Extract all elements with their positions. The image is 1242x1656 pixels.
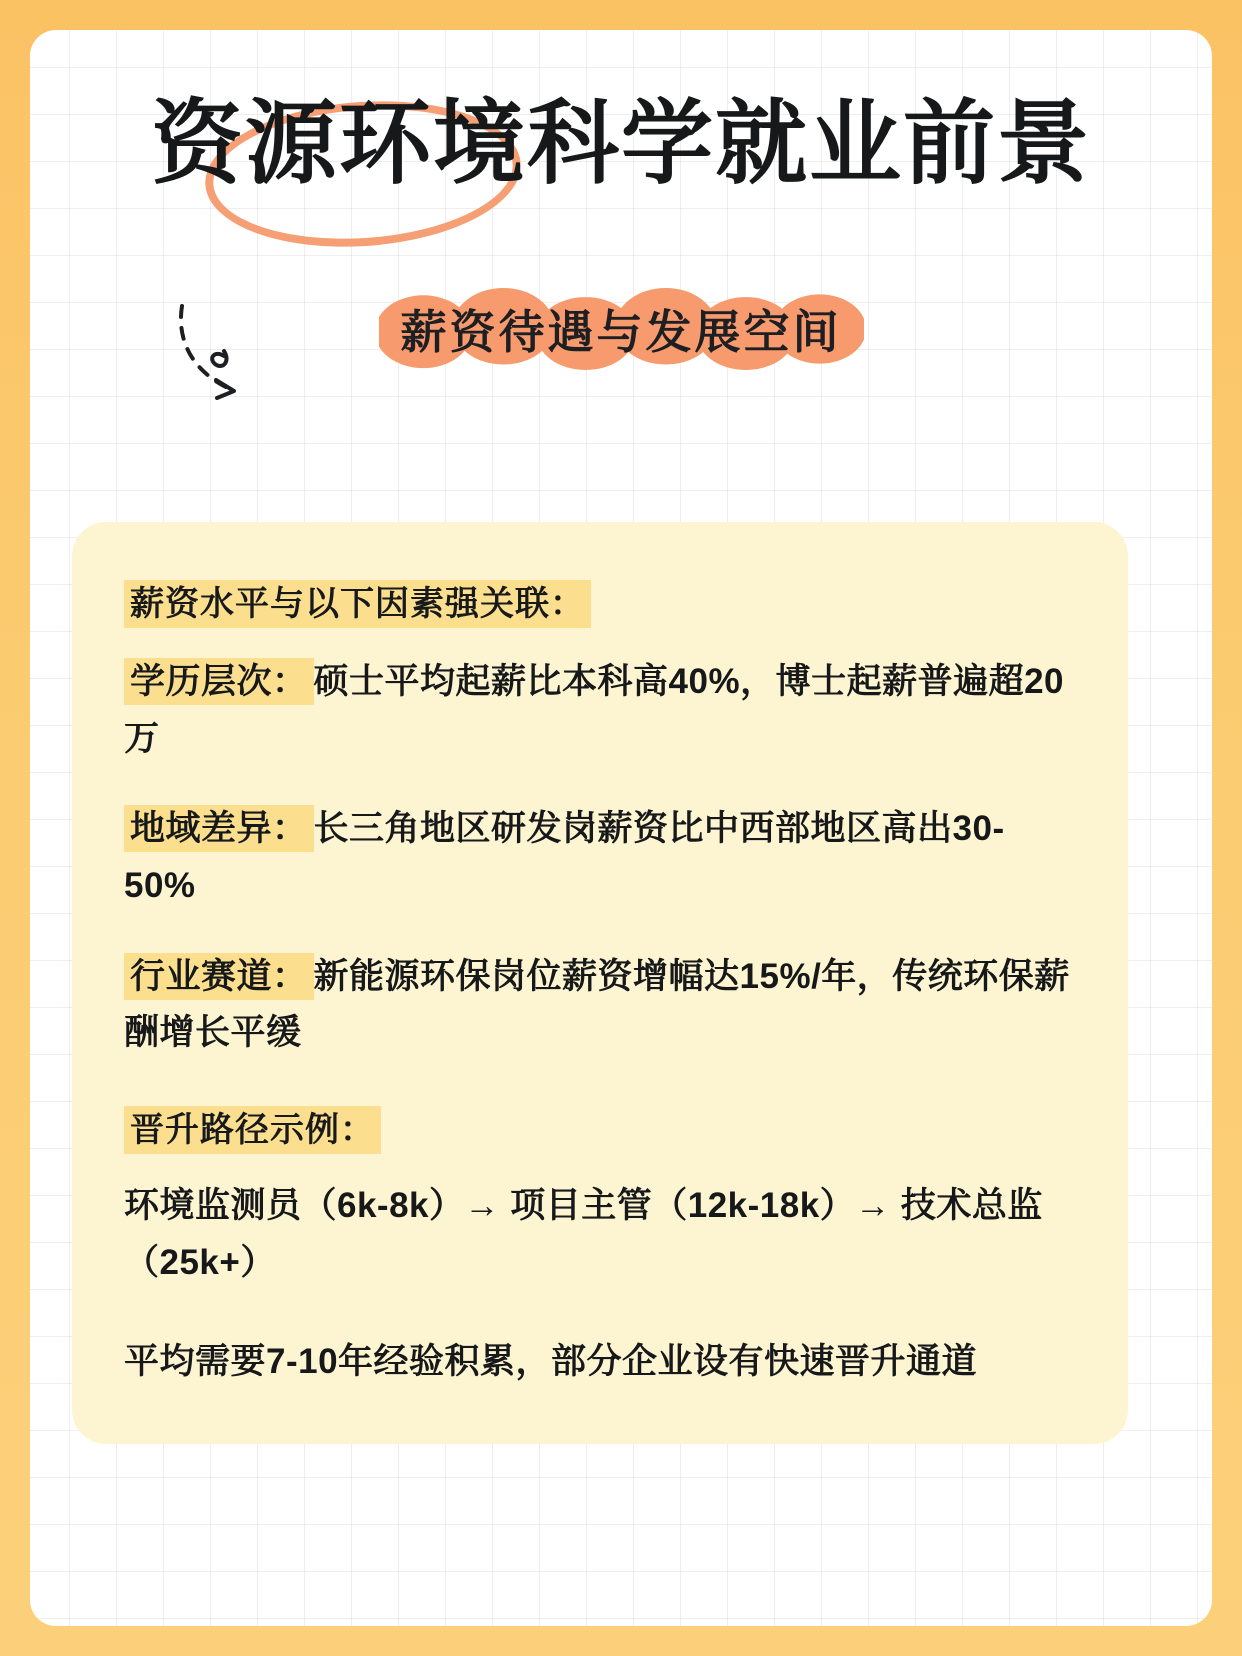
page-subtitle: 薪资待遇与发展空间 bbox=[400, 306, 842, 358]
factor-item-industry bbox=[124, 949, 1076, 1062]
factor-item-region bbox=[124, 801, 1076, 914]
title-inner bbox=[127, 90, 1115, 199]
promotion-path: 环境监测员（6k-8k）→ 项目主管（12k-18k）→ 技术总监（25k+） bbox=[124, 1186, 1043, 1282]
factor-text-education: 硕士平均起薪比本科高40%，博士起薪普遍超20万 bbox=[124, 662, 1064, 758]
promotion-heading: 晋升路径示例： bbox=[124, 1106, 381, 1154]
promotion-block bbox=[124, 1096, 1076, 1291]
curved-arrow-doodle-icon bbox=[170, 298, 300, 428]
note-block bbox=[124, 1334, 1076, 1391]
section-heading: 薪资水平与以下因素强关联： bbox=[124, 580, 591, 628]
section-heading-block bbox=[124, 570, 1076, 638]
title-area bbox=[30, 90, 1212, 199]
factor-item-education bbox=[124, 654, 1076, 767]
factor-label-education: 学历层次： bbox=[124, 658, 314, 705]
content-panel bbox=[72, 522, 1128, 1444]
page-title: 资源环境科学就业前景 bbox=[150, 93, 1091, 195]
experience-note: 平均需要7-10年经验积累，部分企业设有快速晋升通道 bbox=[124, 1341, 978, 1381]
subtitle-inner bbox=[379, 288, 864, 370]
factor-text-industry: 新能源环保岗位薪资增幅达15%/年，传统环保薪酬增长平缓 bbox=[124, 956, 1070, 1053]
factor-label-industry: 行业赛道： bbox=[124, 953, 314, 1000]
factor-label-region: 地域差异： bbox=[124, 805, 314, 852]
factor-text-region: 长三角地区研发岗薪资比中西部地区高出30-50% bbox=[124, 809, 1005, 906]
note-card bbox=[30, 30, 1212, 1626]
